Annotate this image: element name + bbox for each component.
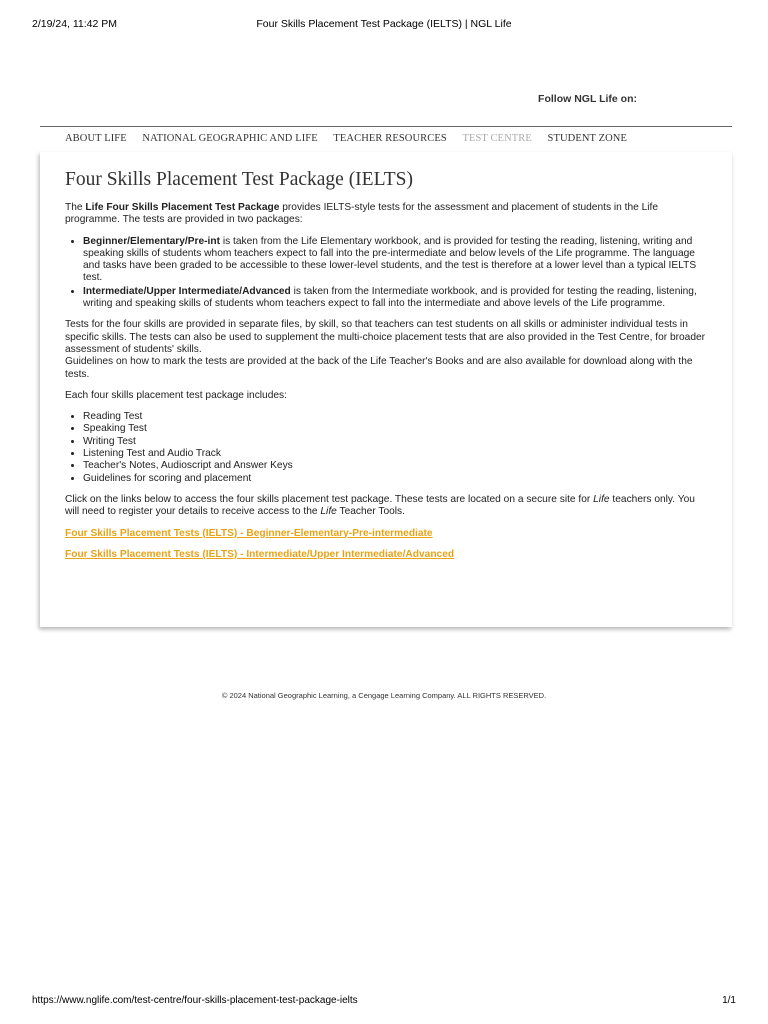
intermediate-tests-link[interactable]: Four Skills Placement Tests (IELTS) - Intermediate/Upper Intermediate/Advanced xyxy=(65,548,455,560)
header-divider xyxy=(40,126,732,127)
nav-item-test-centre[interactable]: TEST CENTRE xyxy=(462,133,532,144)
access-paragraph: Click on the links below to access the four skills placement test package. These tests are located on a secure site for Life teachers only. You will need to register your details to receive access to the Life Teacher Tools. xyxy=(65,493,695,518)
main-content xyxy=(65,168,710,570)
includes-heading: Each four skills placement test package includes: xyxy=(65,389,287,401)
intro-paragraph: The Life Four Skills Placement Test Package provides IELTS-style tests for the assessment and placement of students in the Life programme. The tests are provided in two packages: xyxy=(65,202,659,226)
print-url: https://www.nglife.com/test-centre/four-skills-placement-test-package-ielts xyxy=(32,995,358,1006)
tests-paragraph: Tests for the four skills are provided in separate files, by skill, so that teachers can test students on all skills or administer individual tests in specific skills. The tests can also be used to supplement the multi-choice placement tests that are also provided in the Test Centre, for broader assessment of students' skills. xyxy=(65,319,706,355)
beginner-tests-link[interactable]: Four Skills Placement Tests (IELTS) - Beginner-Elementary-Pre-intermediate xyxy=(65,527,433,539)
list-item: • Beginner/Elementary/Pre-int is taken from the Life Elementary workbook, and is provided for testing the reading, listening, writing and speaking skills of students whom teachers expect to fall into the pre-intermediate and below levels of the Life programme. The language and tasks have been graded to be accessible to these lower-level students, and the test is therefore at a lower level than a typical IELTS test. xyxy=(83,236,710,285)
list-item: • Guidelines for scoring and placement xyxy=(83,473,710,485)
print-page-number: 1/1 xyxy=(722,995,736,1006)
list-item: • Intermediate/Upper Intermediate/Advanced is taken from the Intermediate workbook, and is provided for testing the reading, listening, writing and speaking skills of students whom teachers expect to fall into the intermediate and above levels of the Life programme. xyxy=(83,286,710,311)
list-item: • Speaking Test xyxy=(83,423,710,435)
page-title: Four Skills Placement Test Package (IELTS) xyxy=(65,169,413,190)
main-nav xyxy=(65,133,640,144)
print-title: Four Skills Placement Test Package (IELTS) | NGL Life xyxy=(256,18,512,30)
nav-item-national-geographic[interactable]: NATIONAL GEOGRAPHIC AND LIFE xyxy=(142,133,318,144)
package-list xyxy=(65,236,710,311)
guidelines-paragraph: Guidelines on how to mark the tests are provided at the back of the Life Teacher's Books and are also available for download along with the tests. xyxy=(65,356,693,380)
list-item: • Listening Test and Audio Track xyxy=(83,448,710,460)
nav-item-student-zone[interactable]: STUDENT ZONE xyxy=(547,133,627,144)
list-item: • Reading Test xyxy=(83,411,710,423)
copyright-footer: © 2024 National Geographic Learning, a Cengage Learning Company. ALL RIGHTS RESERVED. xyxy=(221,691,547,700)
includes-list xyxy=(65,411,710,485)
follow-label: Follow NGL Life on: xyxy=(538,93,637,105)
nav-item-about-life[interactable]: ABOUT LIFE xyxy=(65,133,127,144)
list-item: • Writing Test xyxy=(83,436,710,448)
nav-item-teacher-resources[interactable]: TEACHER RESOURCES xyxy=(333,133,447,144)
print-date: 2/19/24, 11:42 PM xyxy=(32,18,118,30)
list-item: • Teacher's Notes, Audioscript and Answer Keys xyxy=(83,460,710,472)
